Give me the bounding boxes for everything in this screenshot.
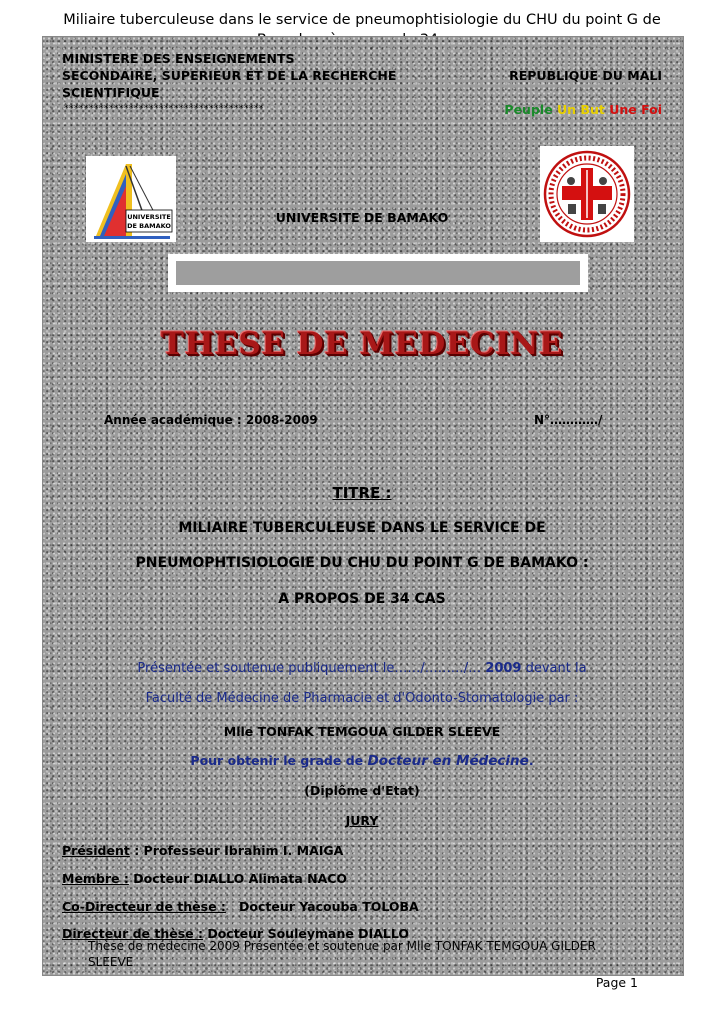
university-name: UNIVERSITE DE BAMAKO [275,210,449,225]
title-line: PNEUMOPHTISIOLOGIE DU CHU DU POINT G DE BAMAKO : [135,555,589,571]
title-line: MILIAIRE TUBERCULEUSE DANS LE SERVICE DE [178,520,546,536]
faculty-line: Faculté de Médecine de Pharmacie et d'Odonto-Stomatologie par : [145,691,579,706]
university-logo [86,156,176,242]
thesis-number: N°…………/ [534,413,603,427]
footer-note: Thèse de médecine 2009 Présentée et soutenue par Mlle TONFAK TEMGOUA GILDER SLEEVE [88,939,596,969]
faculty-seal [540,146,634,242]
titre-label: TITRE : [332,484,392,502]
jury-role: Directeur de thèse : [62,926,203,941]
presented-year: 2009 [485,661,522,676]
ministry-line: MINISTERE DES ENSEIGNEMENTS [62,51,295,66]
title-line: A PROPOS DE 34 CAS [278,591,446,607]
svg-text:UNIVERSITE: UNIVERSITE [127,213,171,221]
faculty-seal-icon [540,146,634,242]
jury-role: Président [62,843,130,858]
motto-part-1: Peuple [504,102,553,117]
degree-name: Docteur en Médecine [367,753,529,769]
jury-member-name: : Professeur Ibrahim I. MAIGA [129,843,344,858]
title-frame [168,254,588,292]
jury-role: Membre : [62,871,129,886]
ministry-line: SECONDAIRE, SUPERIEUR ET DE LA RECHERCHE [62,68,397,83]
motto-part-2: Un But [557,102,605,117]
svg-text:DE BAMAKO: DE BAMAKO [127,222,171,230]
page-number: Page 1 [595,975,638,990]
jury-label: JURY [345,813,379,828]
degree-purpose [62,753,662,769]
jury-member [62,871,347,886]
ministry-heading [62,50,402,101]
candidate-name: Mlle TONFAK TEMGOUA GILDER SLEEVE [223,724,501,739]
running-header: Miliaire tuberculeuse dans le service de pneumophtisiologie du CHU du point G de [63,12,661,28]
jury-member-name: Docteur Yacouba TOLOBA [225,899,419,914]
national-motto [440,102,662,117]
presented-text: Présentée et soutenue publiquement le……/………/… [137,661,486,676]
republic-heading: REPUBLIQUE DU MALI [509,68,662,83]
presented-text-end: devant la [521,661,587,676]
academic-year: Année académique : 2008-2009 [104,413,318,427]
jury-president [62,843,343,858]
diploma-type: (Diplôme d'Etat) [304,783,420,798]
university-logo-icon [86,156,176,242]
jury-codirector [62,899,419,914]
jury-member-name: Docteur DIALLO Alimata NACO [128,871,348,886]
motto-part-3: Une Foi [609,102,662,117]
jury-role: Co-Directeur de thèse : [62,899,226,914]
jury-member-name: Docteur Souleymane DIALLO [202,926,409,941]
purpose-text: Pour obtenir le grade de [190,753,368,768]
ministry-line: SCIENTIFIQUE [62,85,160,100]
star-separator: **************************************** [64,104,264,114]
presented-line [62,661,662,676]
purpose-end: . [528,753,534,768]
thesis-title: THESE DE MEDECINE [160,326,564,362]
